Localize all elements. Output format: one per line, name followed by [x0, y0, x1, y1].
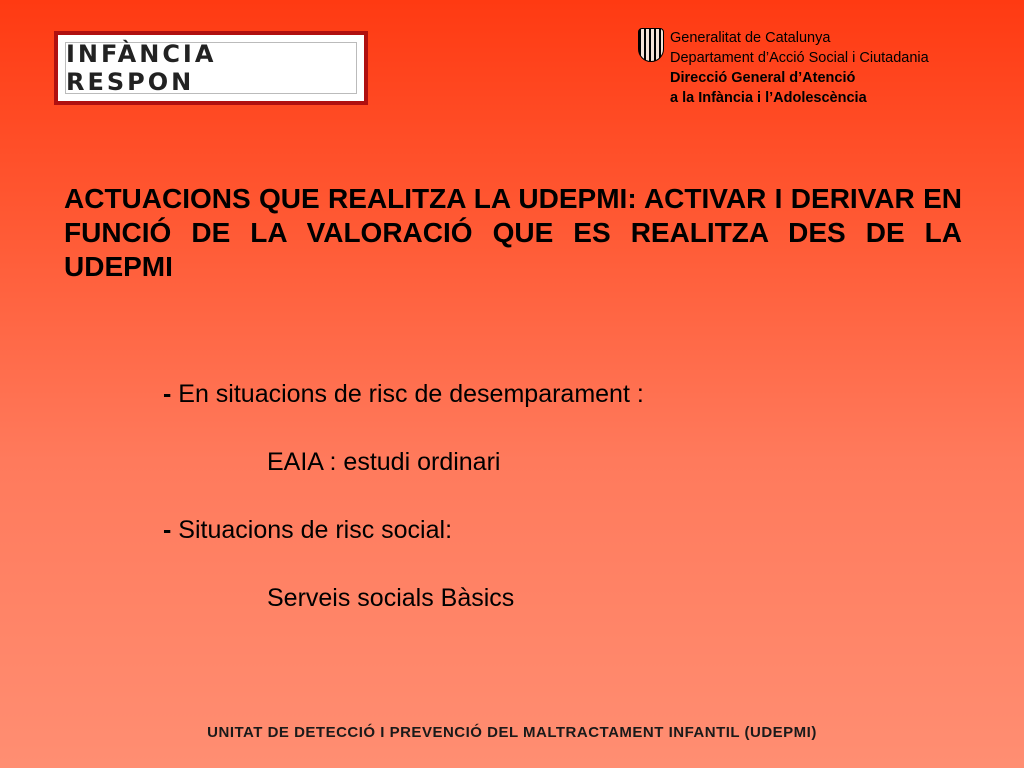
gov-line-infancia: a la Infància i l’Adolescència [670, 90, 867, 106]
bullet-text: En situacions de risc de desemparament : [178, 380, 644, 408]
bullet-dash: - [163, 516, 172, 544]
bullet-risc-social [163, 515, 452, 545]
bullet-risc-desemparament [163, 379, 644, 409]
logo-inner-frame [65, 42, 357, 94]
bullet-dash: - [163, 380, 172, 408]
gov-line-direccio: Direcció General d’Atenció [670, 70, 856, 86]
infancia-respon-logo [54, 31, 368, 105]
gov-line-generalitat: Generalitat de Catalunya [670, 30, 831, 46]
bullet-text: Situacions de risc social: [178, 516, 453, 544]
footer-text: UNITAT DE DETECCIÓ I PREVENCIÓ DEL MALTRACTAMENT INFANTIL (UDEPMI) [207, 724, 817, 741]
logo-text: INFÀNCIA RESPON [66, 40, 217, 96]
sub-item-serveis-socials: Serveis socials Bàsics [267, 584, 515, 612]
generalitat-seal-icon [638, 28, 664, 62]
sub-item-eaia: EAIA : estudi ordinari [267, 448, 501, 476]
slide-title: ACTUACIONS QUE REALITZA LA UDEPMI: ACTIVAR I DERIVAR EN FUNCIÓ DE LA VALORACIÓ QUE ES REALITZA DES DE LA UDEPMI [64, 183, 962, 282]
government-text [670, 28, 1024, 108]
gov-line-departament: Departament d’Acció Social i Ciutadania [670, 50, 929, 66]
